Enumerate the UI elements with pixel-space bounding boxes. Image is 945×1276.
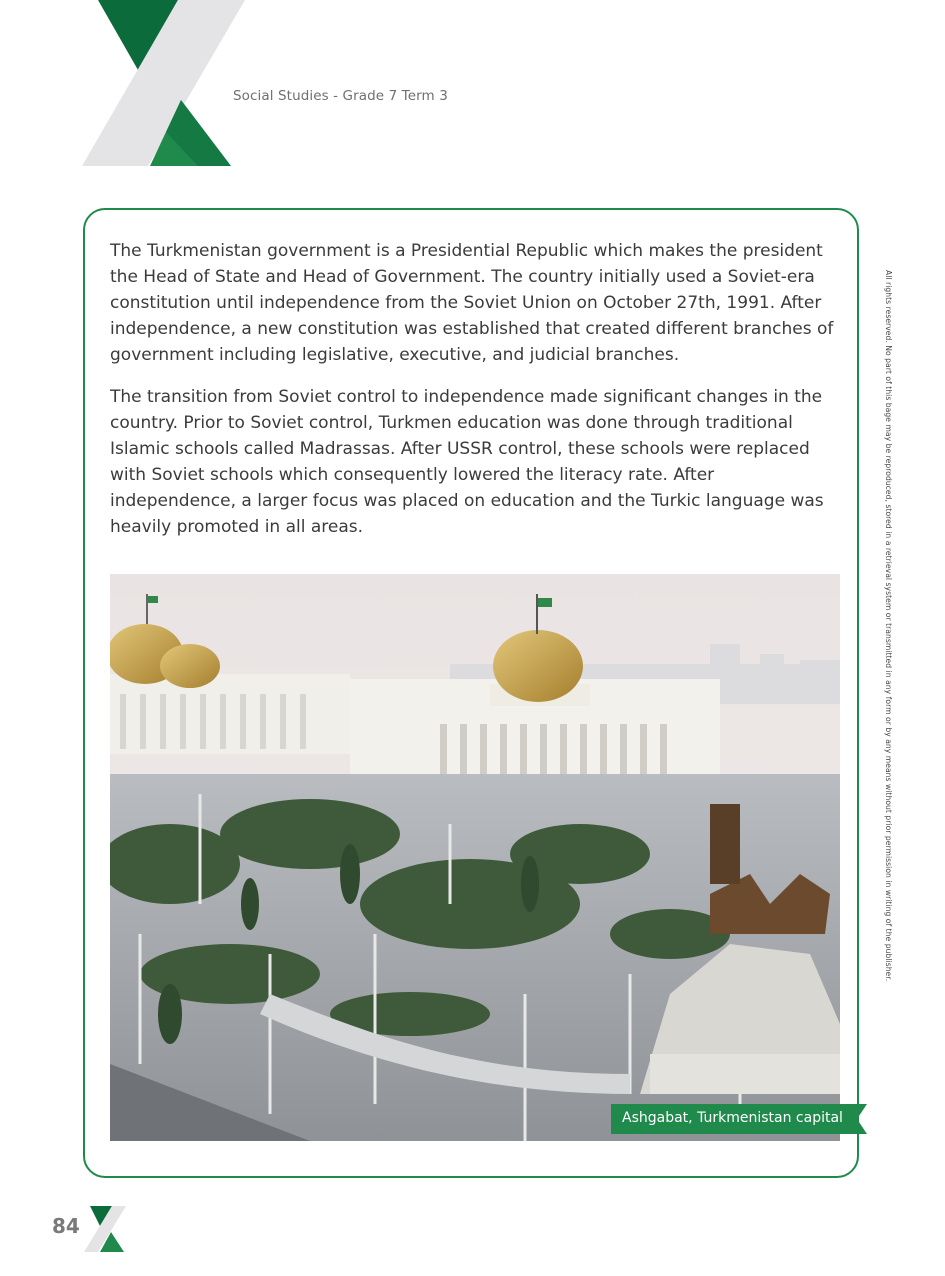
copyright-notice [881, 270, 893, 1010]
paragraph-government: The Turkmenistan government is a Presidential Republic which makes the president the Head of State and Head of Government. The country initially used a Soviet-era constitution until independence from the Soviet Union on October 27th, 1991. After independence, a new constitution was established that created different branches of government including legislative, executive, and judicial branches. [110, 241, 834, 365]
page-number: 84 [52, 1214, 80, 1238]
photo-caption: Ashgabat, Turkmenistan capital [622, 1110, 843, 1126]
brand-logo-bottom [84, 1206, 126, 1252]
brand-logo-top [80, 0, 250, 168]
paragraph-transition: The transition from Soviet control to independence made significant changes in the country. Prior to Soviet control, Turkmen education was done through traditional Islamic schools called Madrassas. After USSR control, these schools were replaced with Soviet schools which consequently lowered the literacy rate. After independence, a larger focus was placed on education and the Turkic language was heavily promoted in all areas. [110, 387, 824, 537]
ashgabat-photo [110, 574, 840, 1141]
course-subtitle: Social Studies - Grade 7 Term 3 [233, 88, 448, 104]
copyright-text: All rights reserved. No part of this bage may be reproduced, stored in a retrieval system or transmitted in any form or by any means without prior permission in writing of the publisher. [884, 270, 893, 982]
